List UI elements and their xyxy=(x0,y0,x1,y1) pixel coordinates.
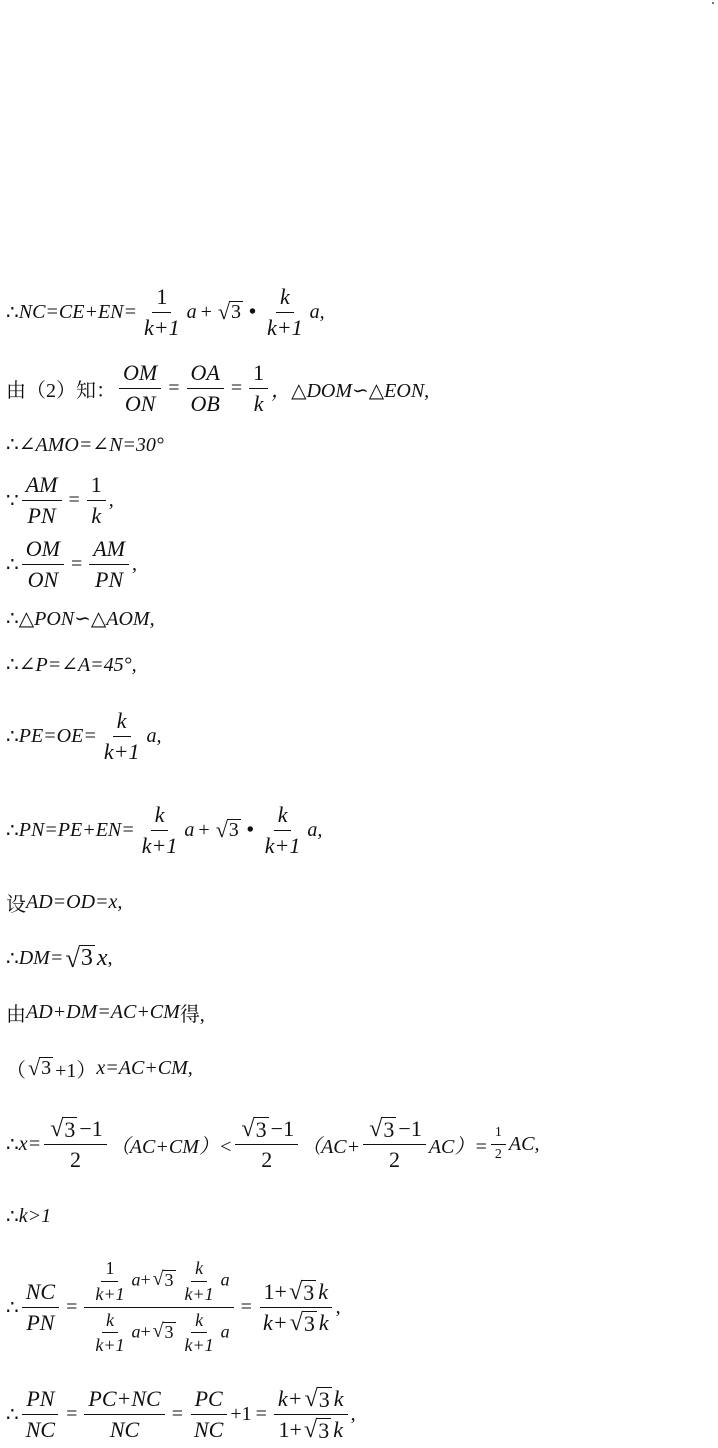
sqrt-3-d: √ 3 xyxy=(28,1055,52,1080)
fraction-1-over-k: $\frac{1}{k}$ xyxy=(249,360,268,416)
fraction-pn-nc: $\frac{PN}{NC}$ xyxy=(22,1386,59,1442)
fraction-am-pn: $\frac{AM}{PN}$ xyxy=(22,472,62,528)
fraction-nc-pn: $\frac{NC}{PN}$ xyxy=(22,1279,59,1335)
fraction-sqrt3-minus-1-over-2: √ 3 −1 2 xyxy=(44,1116,107,1172)
fraction-om-on-b: $\frac{OM}{ON}$ xyxy=(22,536,64,592)
fraction-sqrt3-minus-1-over-2-b: √ 3 −1 2 xyxy=(235,1116,298,1172)
line-nc-equation: ∴ NC=CE+EN= $\frac{1}{k+1}$ a + √ 3 • $\frac{k}{k+1}$ a, xyxy=(6,284,325,340)
line-similar-triangles: 由（2）知： $\frac{OM}{ON}$ = $\frac{OA}{OB}$ = $\frac{1}{k}$ ，△DOM∽△EON, xyxy=(6,360,430,416)
fraction-sqrt3-minus-1-over-2-c: √ 3 −1 2 xyxy=(363,1116,426,1172)
sqrt-3-c: √ 3 xyxy=(65,942,93,973)
nc-lhs: NC=CE+EN= xyxy=(18,300,138,323)
fraction-pc-plus-nc: $\frac{PC+NC}{NC}$ xyxy=(84,1386,164,1442)
fraction-k-over-k-plus-1-c: $\frac{k}{k+1}$ xyxy=(141,802,178,858)
therefore-symbol: ∴ xyxy=(6,301,19,324)
fraction-pc-nc: $\frac{PC}{NC}$ xyxy=(190,1386,227,1442)
line-am-pn: ∵ $\frac{AM}{PN}$ = $\frac{1}{k}$ , xyxy=(6,472,114,528)
sqrt-3-b: √ 3 xyxy=(215,817,239,842)
line-pn-equation: ∴ PN=PE+EN= $\frac{k}{k+1}$ a + √ 3 • $\frac{k}{k+1}$ a, xyxy=(6,802,323,858)
fraction-k-over-k-plus-1: $\frac{k}{k+1}$ xyxy=(267,284,303,340)
fraction-am-pn-b: $\frac{AM}{PN}$ xyxy=(89,536,129,592)
line-pe-oe: ∴ PE=OE= $\frac{k}{k+1}$ a, xyxy=(6,708,162,764)
fraction-oa-ob: $\frac{OA}{OB}$ xyxy=(187,360,224,416)
line-nc-over-pn: ∴ $\frac{NC}{PN}$ = $\frac{1}{k+1}$ a+ √ 3 $\frac{k}{k+1}$ a $\frac{k}{k+1}$ a+ √ 3 $\frac{k}{k+1}$ a = 1+ √ 3 k k+ √ 3 k , xyxy=(6,1258,341,1356)
line-pon-aom: ∴ △PON∽△AOM, xyxy=(6,607,155,630)
line-set-ad: 设 AD=OD=x, xyxy=(6,890,123,916)
fraction-one-half: $\frac{1}{2}$ xyxy=(491,1125,506,1162)
stray-dot xyxy=(712,2,714,4)
fraction-result-nc-pn: 1+ √ 3 k k+ √ 3 k xyxy=(259,1279,333,1335)
line-ad-dm: 由 AD+DM=AC+CM 得, xyxy=(6,1000,205,1026)
fraction-result-pn-nc: k+ √ 3 k 1+ √ 3 k xyxy=(274,1386,348,1442)
line-angle-amo: ∴ ∠AMO=∠N=30° xyxy=(6,433,164,456)
line-om-on-am-pn: ∴ $\frac{OM}{ON}$ = $\frac{AM}{PN}$ , xyxy=(6,536,137,592)
fraction-k-over-k-plus-1-b: $\frac{k}{k+1}$ xyxy=(103,708,140,764)
fraction-1-over-k-b: $\frac{1}{k}$ xyxy=(87,472,106,528)
fraction-1-over-k-plus-1: $\frac{1}{k+1}$ xyxy=(144,284,180,340)
line-angle-p: ∴ ∠P=∠A=45°, xyxy=(6,653,137,676)
line-x-inequality: ∴ x= √ 3 −1 2 （AC+CM）< √ 3 −1 2 （AC+ √ 3 −1 2 AC）= $\frac{1}{2}$ AC, xyxy=(6,1115,540,1172)
fraction-k-over-k-plus-1-d: $\frac{k}{k+1}$ xyxy=(264,802,301,858)
line-k-gt-1: ∴ k>1 xyxy=(6,1204,52,1228)
compound-fraction: $\frac{1}{k+1}$ a+ √ 3 $\frac{k}{k+1}$ a $\frac{k}{k+1}$ a+ √ 3 $\frac{k}{k+1}$ a xyxy=(84,1258,233,1356)
line-dm: ∴ DM= √ 3 x , xyxy=(6,942,113,973)
sqrt-3: √ 3 xyxy=(217,299,241,324)
line-pn-over-nc: ∴ $\frac{PN}{NC}$ = $\frac{PC+NC}{NC}$ = $\frac{PC}{NC}$ +1 = k+ √ 3 k 1+ √ 3 k , xyxy=(6,1385,356,1443)
line-sqrt3-plus-1: （ √ 3 +1） x=AC+CM, xyxy=(6,1055,193,1082)
fraction-om-on: $\frac{OM}{ON}$ xyxy=(119,360,161,416)
